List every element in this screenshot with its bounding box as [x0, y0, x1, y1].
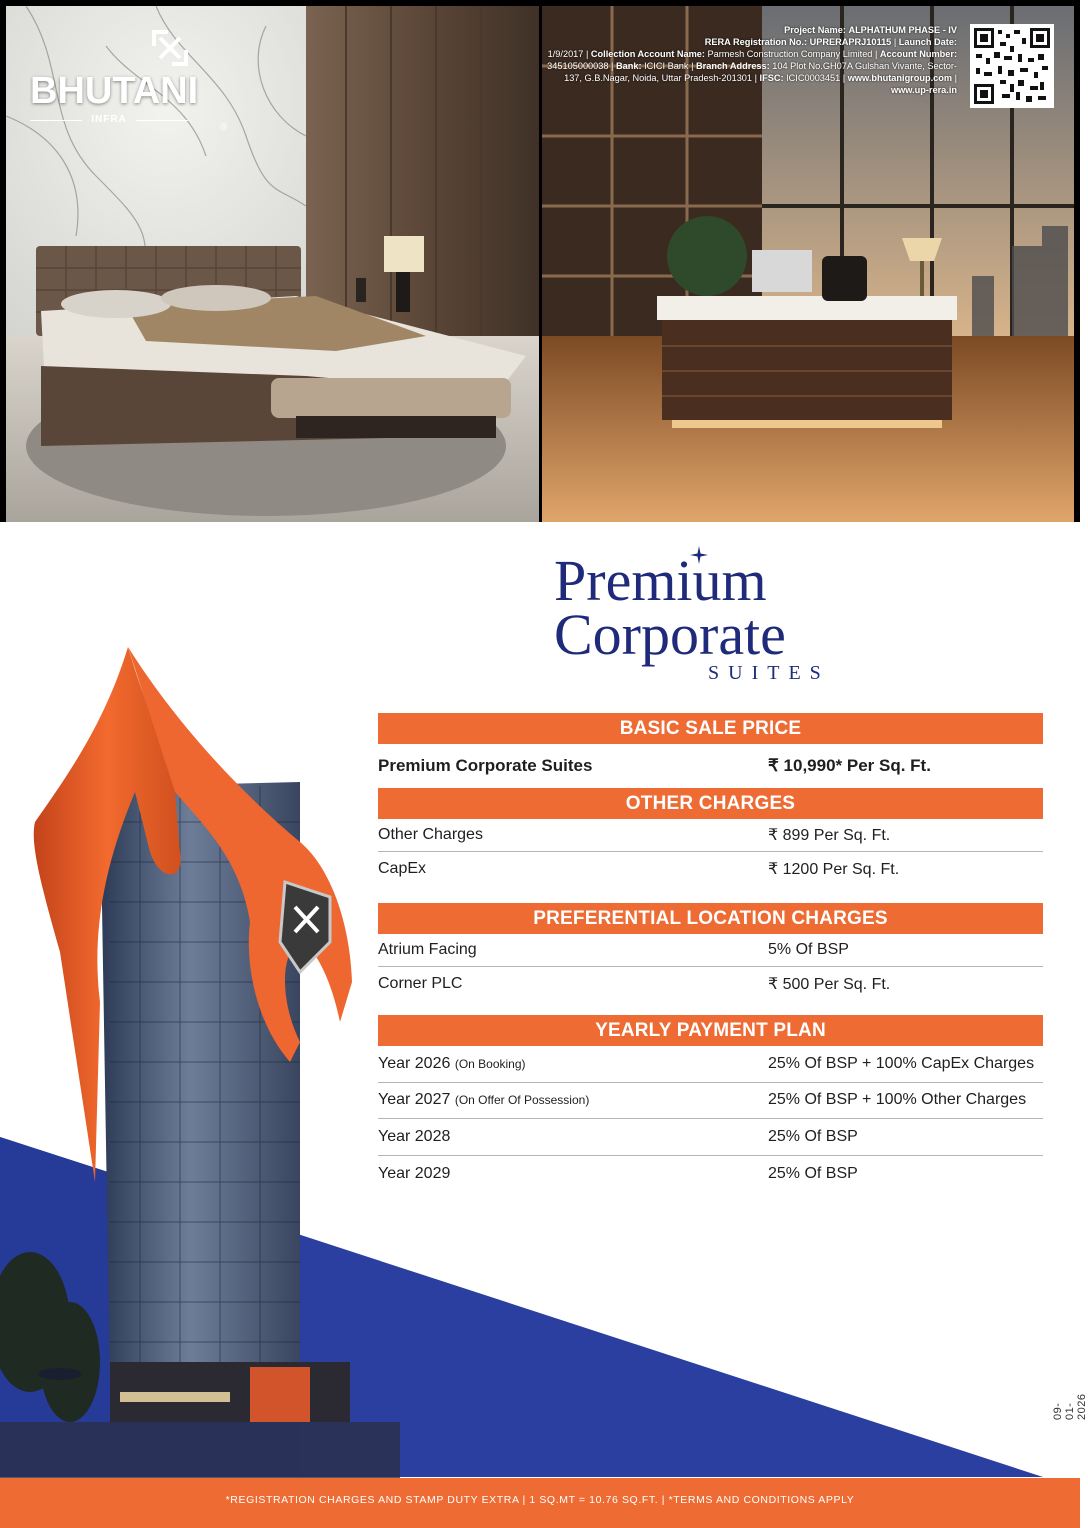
rera-reg-no: UPRERAPRJ10115 [809, 37, 892, 47]
qr-code[interactable] [970, 24, 1054, 108]
ifsc-code: ICIC0003451 [786, 73, 841, 83]
qr-code-icon [974, 28, 1050, 104]
account-number-label: Account Number: [879, 49, 957, 59]
basic-price-row [378, 744, 1043, 788]
website-bhutani[interactable]: www.bhutanigroup.com [847, 73, 953, 83]
row-label: Premium Corporate Suites [378, 756, 593, 775]
payment-plan-heading: YEARLY PAYMENT PLAN [378, 1015, 1043, 1046]
title-premium: Premium [554, 548, 767, 613]
bhutani-mark-icon [152, 30, 188, 66]
row-label: Other Charges [378, 826, 483, 843]
account-number: 345105000038 [547, 61, 609, 71]
price-table [378, 713, 1043, 1192]
branch-address: 104 Plot No.GH07A Gulshan Vivante, Sector-137, G.B.Nagar, Noida, Uttar Pradesh-201301 [564, 61, 957, 83]
row-value: 25% Of BSP + 100% Other Charges [768, 1091, 1027, 1109]
rera-info: Project Name: ALPHATHUM PHASE - IV RERA Registration No.: UPRERAPRJ10115 | Launch Date: 1/9/2017 | Collection Account Name: Parmesh Construction Company Limited | Account Number: 345105000038 | Bank: ICICI Bank | Branch Address: 104 Plot No.GH07A Gulshan Vivante, Sector-137, G.B.Nagar, Noida, Uttar Pradesh-201301 | IFSC: ICIC0003451 | www.bhutanigroup.com | www.up-rera.in [547, 25, 957, 95]
row-value: ₹ 899 Per Sq. Ft. [768, 827, 891, 844]
row-value: ₹ 500 Per Sq. Ft. [768, 975, 891, 993]
table-row [378, 819, 1043, 852]
bank-label: Bank: [616, 61, 642, 71]
row-value: ₹ 10,990* Per Sq. Ft. [768, 756, 931, 775]
year-note: (On Booking) [454, 1056, 526, 1071]
collection-account-name: Parmesh Construction Company Limited [707, 49, 873, 59]
year-label: Year 2027 [378, 1091, 451, 1109]
launch-date: 1/9/2017 [547, 49, 584, 59]
date-stamp: 09-01-2026 [1052, 1393, 1088, 1420]
title-block [540, 548, 880, 692]
ifsc-label: IFSC: [759, 73, 784, 83]
table-row [378, 1119, 1043, 1156]
registered-mark: ® [220, 122, 228, 133]
row-label: Year 2029 [378, 1164, 451, 1182]
year-label: Year 2026 [378, 1054, 451, 1072]
table-row [378, 852, 1043, 885]
row-label: Year 2028 [378, 1127, 451, 1145]
row-label [378, 1055, 526, 1073]
collection-account-label: Collection Account Name: [590, 49, 705, 59]
rera-reg-label: RERA Registration No.: [704, 37, 808, 47]
row-label: Atrium Facing [378, 941, 477, 958]
brand-name: BHUTANI [30, 70, 199, 112]
title-corporate: Corporate [554, 602, 786, 667]
row-label: CapEx [378, 859, 427, 877]
row-value: 25% Of BSP + 100% CapEx Charges [768, 1054, 1035, 1072]
project-name: ALPHATHUM PHASE - IV [848, 25, 957, 35]
hero-photo-band [0, 0, 1080, 522]
project-name-label: Project Name: [784, 25, 846, 35]
launch-date-label: Launch Date: [898, 37, 957, 47]
table-row [378, 967, 1043, 1000]
website-up-rera[interactable]: www.up-rera.in [890, 85, 957, 95]
table-row [378, 934, 1043, 967]
branch-address-label: Branch Address: [696, 61, 770, 71]
basic-sale-price-heading: BASIC SALE PRICE [378, 713, 1043, 744]
row-label: Corner PLC [378, 974, 463, 992]
row-value: 25% Of BSP [768, 1164, 858, 1182]
table-row [378, 1083, 1043, 1120]
title-suites: SUITES [708, 662, 830, 684]
row-value: ₹ 1200 Per Sq. Ft. [768, 860, 900, 878]
table-row [378, 1046, 1043, 1083]
bank-name: ICICI Bank [644, 61, 689, 71]
other-charges-heading: OTHER CHARGES [378, 788, 1043, 819]
table-row [378, 1156, 1043, 1193]
row-label [378, 1091, 589, 1109]
bhutani-logo [30, 30, 228, 133]
footer-disclaimer: *REGISTRATION CHARGES AND STAMP DUTY EXTRA | 1 SQ.MT = 10.76 SQ.FT. | *TERMS AND CONDITIONS APPLY [0, 1478, 1080, 1528]
row-value: 25% Of BSP [768, 1127, 858, 1145]
plc-heading: PREFERENTIAL LOCATION CHARGES [378, 903, 1043, 934]
year-note: (On Offer Of Possession) [454, 1093, 590, 1108]
brand-sub: INFRA [30, 114, 188, 125]
row-value: 5% Of BSP [768, 941, 849, 958]
